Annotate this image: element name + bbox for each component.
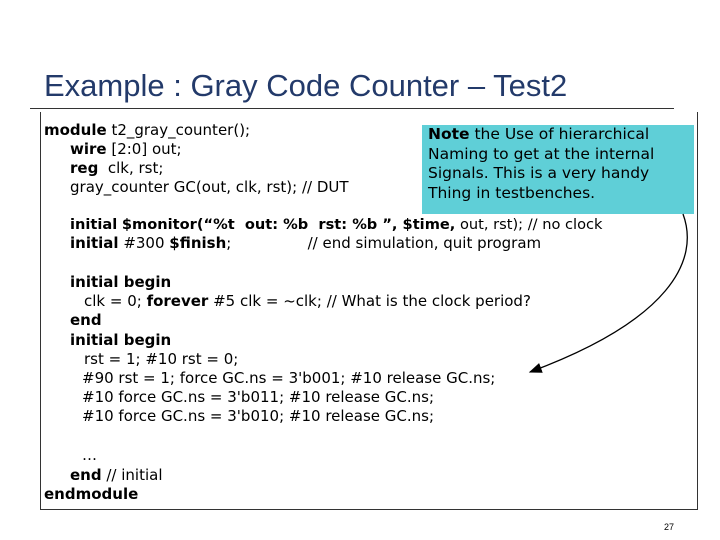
keyword: $monitor(“%t out: %b rst: %b ”, $time, bbox=[121, 216, 456, 233]
code-line-11: rst = 1; #10 rst = 0; bbox=[84, 350, 239, 368]
note-text: the Use of hierarchical bbox=[469, 125, 650, 143]
note-line-3: Signals. This is a very handy bbox=[428, 164, 650, 182]
keyword: end bbox=[70, 466, 102, 484]
keyword: initial begin bbox=[70, 273, 172, 291]
code-text: #5 clk = ~clk; // What is the clock period? bbox=[208, 292, 531, 310]
note-line-4: Thing in testbenches. bbox=[428, 183, 596, 202]
code-text: // initial bbox=[101, 466, 163, 484]
keyword: module bbox=[44, 121, 107, 139]
page-number: 27 bbox=[664, 522, 675, 532]
code-text: clk, rst; bbox=[98, 159, 164, 177]
keyword: $finish bbox=[169, 234, 227, 252]
callout-arrow bbox=[530, 214, 687, 372]
keyword: initial begin bbox=[70, 331, 172, 349]
note-line-2: Naming to get at the internal bbox=[428, 144, 655, 163]
keyword: wire bbox=[70, 140, 107, 158]
keyword: endmodule bbox=[44, 485, 139, 503]
note-bold: Note bbox=[428, 125, 470, 143]
code-text: ; // end simulation, quit program bbox=[226, 234, 542, 252]
keyword: forever bbox=[146, 292, 209, 310]
code-line-13: #10 force GC.ns = 3'b011; #10 release GC.ns; bbox=[82, 388, 435, 406]
keyword: end bbox=[70, 311, 102, 329]
code-text: clk = 0; bbox=[84, 292, 147, 310]
slide-title: Example : Gray Code Counter – Test2 bbox=[44, 68, 568, 103]
code-text: [2:0] out; bbox=[106, 140, 182, 158]
keyword: initial bbox=[70, 234, 119, 252]
code-line-12: #90 rst = 1; force GC.ns = 3'b001; #10 release GC.ns; bbox=[82, 369, 496, 387]
code-line-4: gray_counter GC(out, clk, rst); // DUT bbox=[70, 178, 349, 196]
code-text: t2_gray_counter(); bbox=[106, 121, 251, 139]
code-text: #300 bbox=[118, 234, 170, 252]
keyword: initial bbox=[70, 216, 118, 233]
code-line-15: … bbox=[82, 446, 97, 464]
code-line-14: #10 force GC.ns = 3'b010; #10 release GC.ns; bbox=[82, 407, 435, 425]
keyword: reg bbox=[70, 159, 99, 177]
code-text: out, rst); // no clock bbox=[455, 216, 603, 233]
